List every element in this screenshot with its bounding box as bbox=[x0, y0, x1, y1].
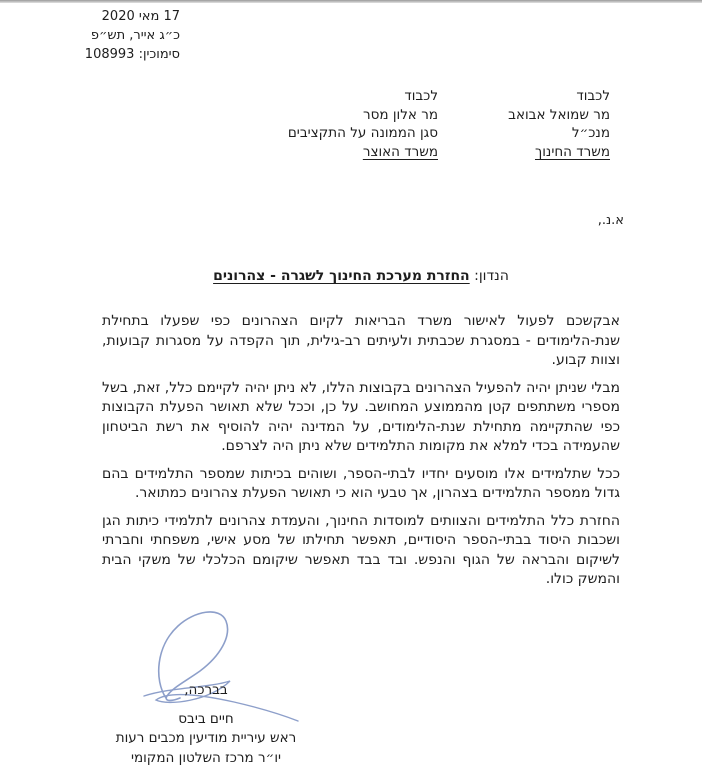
subject-prefix: הנדון: bbox=[469, 268, 509, 284]
recipient-organization: משרד האוצר bbox=[362, 143, 438, 160]
recipient-name: מר שמואל אבואב bbox=[508, 106, 610, 123]
recipient-name: מר אלון מסר bbox=[363, 106, 438, 123]
subject-title: החזרת מערכת החינוך לשגרה - צהרונים bbox=[213, 268, 470, 284]
recipient-finance-ministry bbox=[288, 87, 438, 161]
scan-edge-artifact bbox=[0, 0, 702, 3]
recipient-title: מנכ״ל bbox=[571, 125, 610, 141]
signer-name: חיים ביבס bbox=[178, 710, 234, 727]
recipient-education-ministry bbox=[508, 87, 610, 161]
date-hebrew: כ״ג אייר, תש״פ bbox=[90, 28, 180, 43]
body-paragraph-2: מבלי שניתן יהיה להפעיל הצהרונים בקבוצות הללו, לא ניתן יהיה לקיימם כלל, זאת, בשל מספרי משתתפים קטן מהממוצע המחושב. על כן, וככל שלא תאושר הפעלת הקבוצות כפי שהתקיימה מתחילת שנת-הלימודים, על המדינה יהיה להוסיף את רשת הביטחון שהעמידה בכדי למלא את מקומות התלמידים שלא ניתן היה לצרפם. bbox=[102, 379, 620, 454]
reference-number: סימוכין: 108993 bbox=[84, 47, 180, 62]
signature-block bbox=[86, 681, 326, 768]
body-paragraph-4: החזרת כלל התלמידים והצוותים למוסדות החינוך, והעמדת צהרונים לתלמידי כיתות הגן ושכבות היסוד בבתי-הספר היסודיים, תאפשר תחילתו של מסע אישי, משפחתי וחברתי לשיקום והבראה של הגוף והנפש. ובד בבד תאפשר שיקומם הכלכלי של משקי הבית והמשק כולו. bbox=[102, 512, 620, 587]
signature-closing: בברכה, bbox=[184, 682, 228, 698]
recipient-title: סגן הממונה על התקציבים bbox=[287, 125, 438, 141]
body-paragraph-3: ככל שתלמידים אלו מוסעים יחדיו לבתי-הספר, ושוהים בכיתות שמספר התלמידים בהם גדול ממספר התלמידים בצהרון, אך טבעי הוא כי תאושר הפעלת צהרונים כמתואר. bbox=[102, 465, 620, 501]
date-block bbox=[10, 7, 180, 64]
letter-body bbox=[102, 312, 620, 598]
recipient-salutation: לכבוד bbox=[576, 88, 610, 104]
body-paragraph-1: אבקשכם לפעול לאישור משרד הבריאות לקיום הצהרונים כפי שפעלו בתחילת שנת-הלימודים - במסגרת שכבתית ולעיתים רב-גילית, תוך הקפדה על מסגרות קבועות, וצוות קבוע. bbox=[102, 313, 620, 368]
greeting: א.נ., bbox=[597, 213, 624, 228]
recipient-salutation: לכבוד bbox=[404, 88, 438, 104]
date-gregorian: 17 מאי 2020 bbox=[101, 9, 180, 24]
subject-line bbox=[102, 268, 620, 284]
signer-title-1: ראש עיריית מודיעין מכבים רעות bbox=[115, 730, 297, 746]
recipient-organization: משרד החינוך bbox=[534, 143, 610, 160]
signer-title-2: יו״ר מרכז השלטון המקומי bbox=[130, 749, 282, 766]
